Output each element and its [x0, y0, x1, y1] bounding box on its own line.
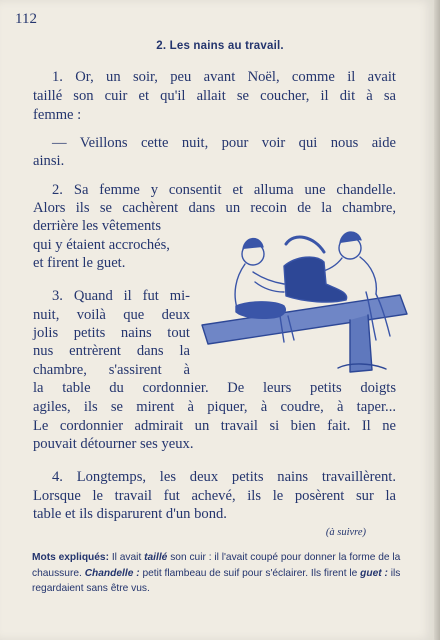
glossary-text: Il avait — [111, 552, 142, 563]
text-line: 4. Longtemps, les deux petits nains travaillèrent. — [52, 469, 396, 485]
glossary-label: Mots expliqués: — [32, 552, 109, 563]
text-line: qui y étaient accrochés, — [33, 237, 170, 253]
text-line: 2. Sa femme y consentit et alluma une chandelle. — [52, 182, 396, 198]
text-line: Le cordonnier admirait un travail si bien fait. Il ne — [33, 418, 396, 434]
text-line: et firent le guet. — [33, 255, 126, 271]
elves-at-work-illustration — [200, 222, 422, 386]
word-glossary — [32, 550, 404, 597]
glossary-term: taillé — [144, 552, 168, 563]
text-line: agiles, ils se mirent à piquer, à coudre, à taper... — [33, 399, 396, 415]
text-line: femme : — [33, 107, 82, 123]
text-line: taillé son cuir et qu'il allait se coucher, il dit à sa — [33, 88, 396, 104]
text-line: 1. Or, un soir, peu avant Noël, comme il avait — [52, 69, 396, 85]
text-line: nuit, voilà que deux — [33, 307, 190, 323]
text-line: — Veillons cette nuit, pour voir qui nous aide — [52, 135, 396, 151]
to-be-continued: (à suivre) — [325, 527, 366, 538]
page-number: 112 — [15, 11, 37, 27]
text-line: Lorsque le travail fut achevé, ils le posèrent sur la — [33, 488, 396, 504]
glossary-text: petit flambeau de suif pour s'éclairer. Ils firent le — [142, 567, 358, 579]
text-line: derrière les vêtements — [33, 218, 162, 234]
text-line: pouvait détourner ses yeux. — [33, 436, 194, 452]
text-line: table et ils disparurent d'un bond. — [33, 506, 227, 522]
text-line: chambre, s'assirent à — [33, 362, 190, 378]
page-edge — [434, 0, 440, 640]
text-line: Alors ils se cachèrent dans un recoin de la chambre, — [33, 200, 396, 216]
section-title: 2. Les nains au travail. — [156, 40, 284, 52]
text-line: jolis petits nains tout — [33, 325, 190, 341]
glossary-term: Chandelle : — [84, 567, 140, 579]
glossary-text: ils regardaient sans être vus. — [32, 567, 401, 594]
glossary-term: guet : — [360, 567, 388, 579]
text-line: ainsi. — [33, 153, 65, 169]
text-line: la table du cordonnier. De leurs petits doigts — [33, 380, 396, 396]
text-line: 3. Quand il fut mi- — [52, 288, 190, 304]
text-line: nus entrèrent dans la — [33, 343, 190, 359]
glossary-text: son cuir : il l'avait coupé pour donner la forme de la chaussure. — [32, 552, 401, 579]
